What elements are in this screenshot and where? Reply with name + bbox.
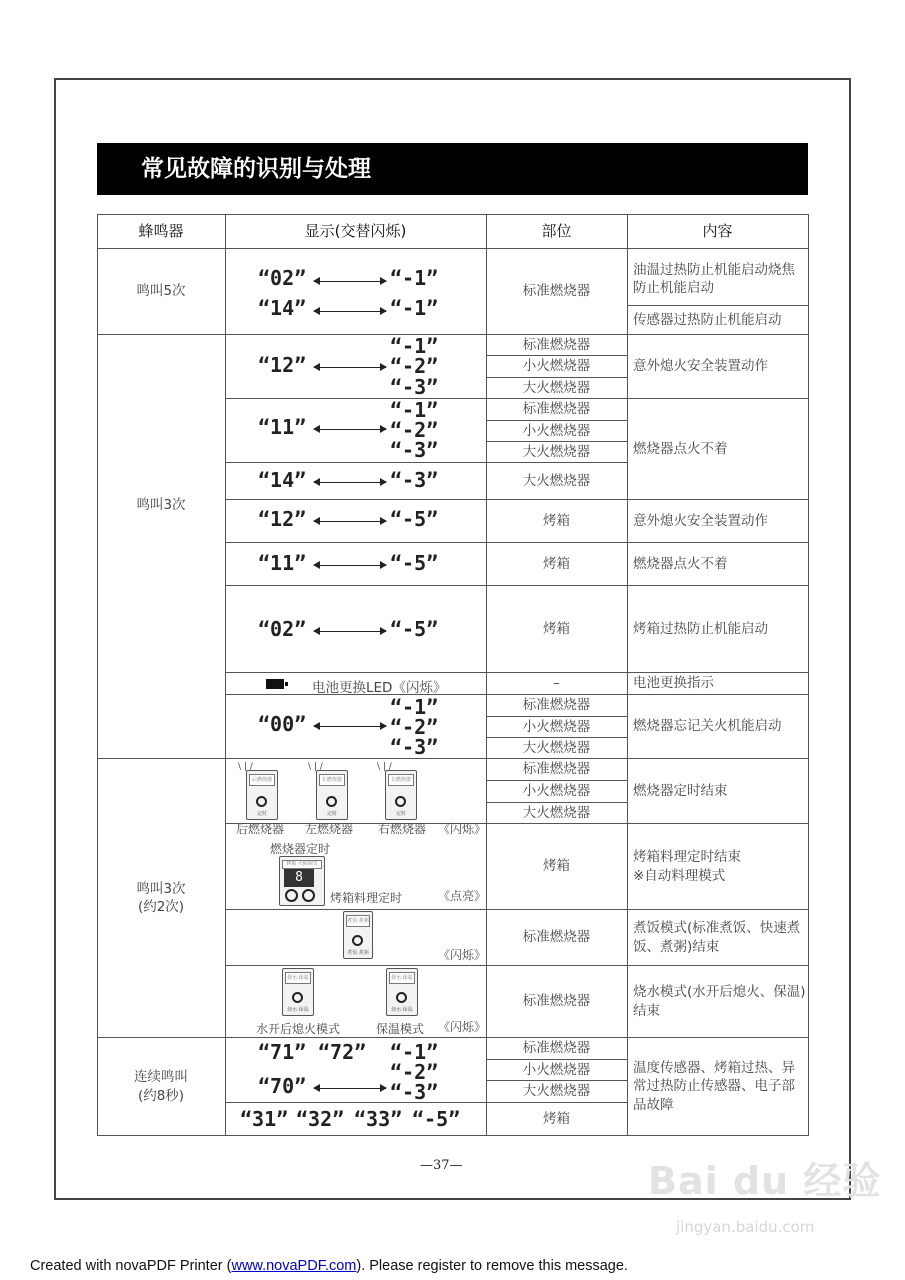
content-cell: 电池更换指示 bbox=[633, 675, 714, 692]
lit-label: 《点亮》 bbox=[438, 889, 487, 903]
buzzer-continuous: 连续鸣叫 (约8秒) bbox=[134, 1069, 188, 1104]
code-minus-5: “-5” bbox=[390, 507, 439, 531]
rear-burner-panel-icon: 后燃烧器 定时 bbox=[246, 770, 278, 820]
alternate-arrow bbox=[314, 429, 386, 430]
part-cell: 大火燃烧器 bbox=[522, 472, 591, 489]
code-70: “70” bbox=[258, 1074, 307, 1098]
part-cell: 小火燃烧器 bbox=[522, 1061, 591, 1078]
burner-timer-label: 燃烧器定时 bbox=[270, 842, 331, 856]
code-02: “02” bbox=[258, 617, 307, 641]
part-cell: 大火燃烧器 bbox=[522, 804, 591, 821]
content-cell: 传感器过热防止机能启动 bbox=[633, 311, 782, 328]
part-cell: 烤箱 bbox=[543, 1110, 570, 1127]
code-14: “14” bbox=[258, 296, 307, 320]
code-minus-3: “-3” bbox=[390, 1080, 439, 1104]
part-cell: 标准燃烧器 bbox=[522, 993, 591, 1010]
part-cell: 小火燃烧器 bbox=[522, 783, 591, 800]
flash-icon: \ | / bbox=[238, 762, 253, 772]
header-part: 部位 bbox=[541, 221, 572, 240]
header-buzzer: 蜂鸣器 bbox=[138, 221, 184, 240]
part-cell: 标准燃烧器 bbox=[522, 761, 591, 778]
flash-label: 《闪烁》 bbox=[438, 822, 487, 836]
boil-off-label: 水开后熄火模式 bbox=[256, 1022, 341, 1036]
battery-icon bbox=[266, 679, 284, 689]
content-cell: 意外熄火安全装置动作 bbox=[633, 512, 768, 529]
part-cell: 烤箱 bbox=[543, 620, 570, 637]
content-cell: 燃烧器定时结束 bbox=[633, 782, 728, 799]
code-11: “11” bbox=[258, 551, 307, 575]
part-cell: 烤箱 bbox=[543, 858, 570, 875]
rear-burner-label: 后燃烧器 bbox=[236, 822, 285, 836]
part-cell: 标准燃烧器 bbox=[522, 1040, 591, 1057]
battery-led-text: 电池更换LED《闪烁》 bbox=[312, 680, 447, 696]
watermark-url: jingyan.baidu.com bbox=[676, 1218, 815, 1236]
code-71: “71” bbox=[258, 1040, 307, 1064]
code-00: “00” bbox=[258, 712, 307, 736]
part-cell: 烤箱 bbox=[543, 512, 570, 529]
flash-icon: \ | / bbox=[377, 762, 392, 772]
right-burner-panel-icon: 右燃烧器 定时 bbox=[385, 770, 417, 820]
buzzer-3x2: 鸣叫3次 (约2次) bbox=[136, 880, 186, 915]
header-content: 内容 bbox=[702, 221, 733, 240]
alternate-arrow bbox=[314, 367, 386, 368]
part-cell: 烤箱 bbox=[543, 555, 570, 572]
content-cell: 温度传感器、烤箱过热、异常过热防止传感器、电子部品故障 bbox=[633, 1060, 795, 1113]
part-cell: 标准燃烧器 bbox=[522, 929, 591, 946]
flash-label: 《闪烁》 bbox=[438, 1020, 487, 1034]
alternate-arrow bbox=[314, 482, 386, 483]
code-minus-1: “-1” bbox=[390, 266, 439, 290]
header-display: 显示(交替闪烁) bbox=[304, 221, 407, 240]
part-cell: 小火燃烧器 bbox=[522, 718, 591, 735]
code-minus-3: “-3” bbox=[390, 468, 439, 492]
code-minus-1: “-1” bbox=[390, 334, 439, 358]
code-minus-5: “-5” bbox=[390, 617, 439, 641]
code-minus-5: “-5” bbox=[412, 1107, 461, 1131]
part-cell: 标准燃烧器 bbox=[522, 283, 591, 300]
code-minus-3: “-3” bbox=[390, 375, 439, 399]
code-minus-2: “-2” bbox=[390, 1060, 439, 1084]
left-burner-label: 左燃烧器 bbox=[305, 822, 354, 836]
content-cell: 烤箱过热防止机能启动 bbox=[633, 620, 768, 637]
part-cell: – bbox=[553, 675, 560, 692]
code-12: “12” bbox=[258, 353, 307, 377]
footer-notice: Created with novaPDF Printer (www.novaPDF.com). Please register to remove this message. bbox=[30, 1258, 628, 1274]
content-cell: 油温过热防止机能启动烧焦防止机能启动 bbox=[633, 261, 795, 296]
code-minus-1: “-1” bbox=[390, 398, 439, 422]
code-minus-1: “-1” bbox=[390, 296, 439, 320]
flash-label: 《闪烁》 bbox=[438, 948, 487, 962]
part-cell: 小火燃烧器 bbox=[522, 358, 591, 375]
part-cell: 标准燃烧器 bbox=[522, 401, 591, 418]
buzzer-3: 鸣叫3次 bbox=[136, 496, 186, 513]
boil-off-panel-icon: 烧水·保温 烧水·保温 bbox=[282, 968, 314, 1016]
content-cell: 燃烧器点火不着 bbox=[633, 440, 728, 457]
alternate-arrow bbox=[314, 726, 386, 727]
alternate-arrow bbox=[314, 281, 386, 282]
alternate-arrow bbox=[314, 631, 386, 632]
part-cell: 大火燃烧器 bbox=[522, 379, 591, 396]
code-minus-5: “-5” bbox=[390, 551, 439, 575]
alternate-arrow bbox=[314, 311, 386, 312]
content-cell: 燃烧器点火不着 bbox=[633, 555, 728, 572]
content-cell: 烧水模式(水开后熄火、保温)结束 bbox=[633, 984, 806, 1019]
buzzer-5: 鸣叫5次 bbox=[136, 283, 186, 300]
code-33: “33” bbox=[354, 1107, 403, 1131]
part-cell: 大火燃烧器 bbox=[522, 443, 591, 460]
code-minus-1: “-1” bbox=[390, 1040, 439, 1064]
code-minus-2: “-2” bbox=[390, 418, 439, 442]
alternate-arrow bbox=[314, 565, 386, 566]
code-minus-2: “-2” bbox=[390, 715, 439, 739]
part-cell: 标准燃烧器 bbox=[522, 697, 591, 714]
code-14: “14” bbox=[258, 468, 307, 492]
content-cell: 煮饭模式(标准煮饭、快速煮饭、煮粥)结束 bbox=[633, 920, 801, 955]
part-cell: 大火燃烧器 bbox=[522, 1083, 591, 1100]
content-cell: 燃烧器忘记关火机能启动 bbox=[633, 718, 782, 735]
flash-icon: \ | / bbox=[308, 762, 323, 772]
code-72: “72” bbox=[318, 1040, 367, 1064]
code-31: “31” bbox=[240, 1107, 289, 1131]
watermark-logo: Bai du 经验 bbox=[648, 1159, 882, 1203]
novapdf-link[interactable]: www.novaPDF.com bbox=[231, 1258, 357, 1274]
code-minus-3: “-3” bbox=[390, 438, 439, 462]
left-burner-panel-icon: 左燃烧器 定时 bbox=[316, 770, 348, 820]
code-12: “12” bbox=[258, 507, 307, 531]
oven-timer-panel-icon: 烤箱 火候调节 8 bbox=[279, 856, 325, 906]
oven-timer-label: 烤箱料理定时 bbox=[330, 891, 403, 905]
code-02: “02” bbox=[258, 266, 307, 290]
page-number: —37— bbox=[420, 1158, 463, 1173]
keep-warm-panel-icon: 烧水·保温 烧水·保温 bbox=[386, 968, 418, 1016]
code-minus-2: “-2” bbox=[390, 354, 439, 378]
code-11: “11” bbox=[258, 415, 307, 439]
part-cell: 小火燃烧器 bbox=[522, 422, 591, 439]
code-minus-1: “-1” bbox=[390, 695, 439, 719]
alternate-arrow bbox=[314, 1088, 386, 1089]
page-title: 常见故障的识别与处理 bbox=[97, 143, 808, 195]
content-cell: 烤箱料理定时结束 ※自动料理模式 bbox=[633, 849, 741, 884]
code-32: “32” bbox=[296, 1107, 345, 1131]
part-cell: 标准燃烧器 bbox=[522, 336, 591, 353]
right-burner-label: 右燃烧器 bbox=[378, 822, 427, 836]
keep-warm-label: 保温模式 bbox=[376, 1022, 425, 1036]
alternate-arrow bbox=[314, 521, 386, 522]
rice-mode-panel-icon: 煮饭·煮粥 煮饭·煮粥 bbox=[343, 911, 373, 959]
content-cell: 意外熄火安全装置动作 bbox=[633, 358, 768, 375]
code-minus-3: “-3” bbox=[390, 735, 439, 759]
part-cell: 大火燃烧器 bbox=[522, 739, 591, 756]
